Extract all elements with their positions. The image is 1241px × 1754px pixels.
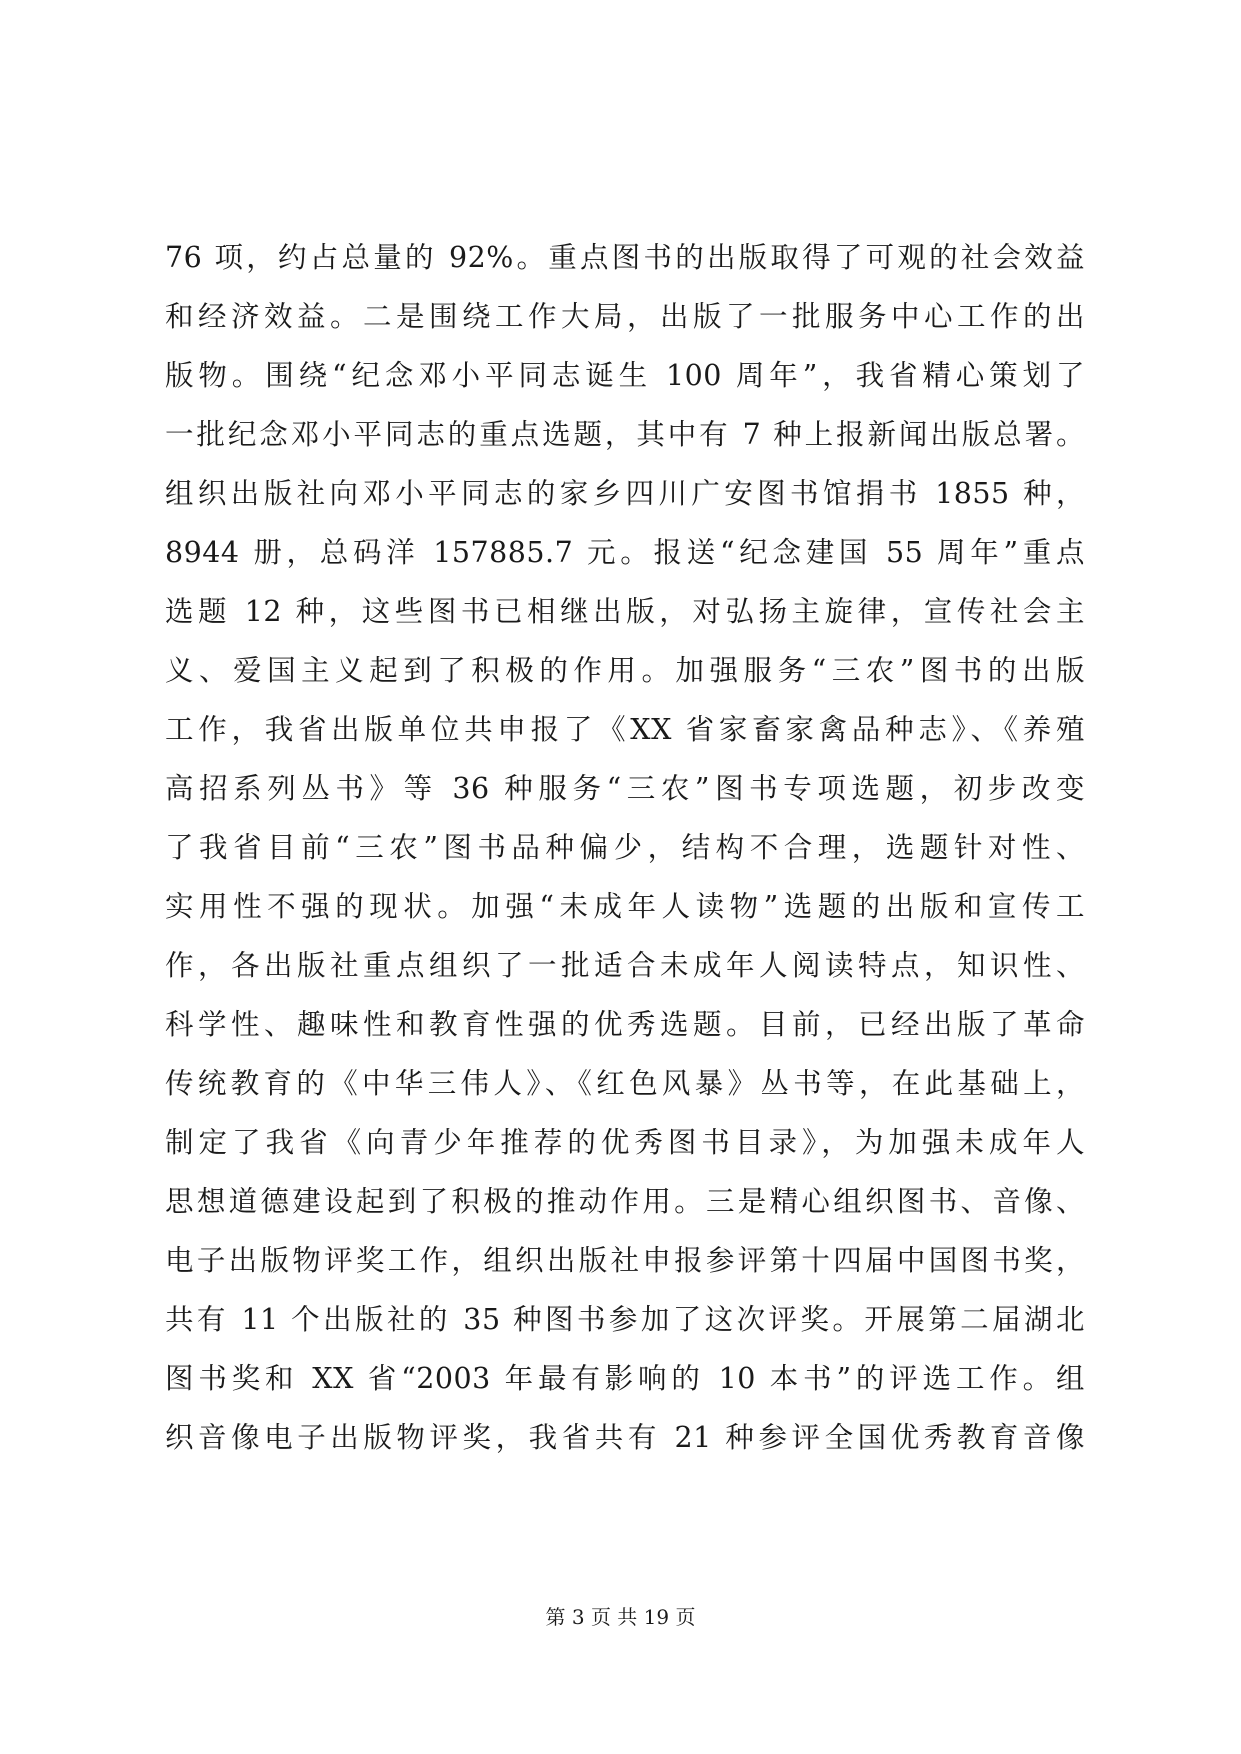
text-line-1: 76 项，约占总量的 92%。重点图书的出版取得了可观的社会效益 <box>165 241 1085 274</box>
text-line-19: 共有 11 个出版社的 35 种图书参加了这次评奖。开展第二届湖北 <box>165 1303 1085 1336</box>
body-paragraph <box>165 228 1085 1467</box>
text-line-13: 作，各出版社重点组织了一批适合未成年人阅读特点，知识性、 <box>165 949 1085 982</box>
text-line-16: 制定了我省《向青少年推荐的优秀图书目录》，为加强未成年人 <box>165 1126 1085 1159</box>
text-line-4: 一批纪念邓小平同志的重点选题，其中有 7 种上报新闻出版总署。 <box>165 418 1085 451</box>
text-line-18: 电子出版物评奖工作，组织出版社申报参评第十四届中国图书奖， <box>165 1244 1085 1277</box>
text-line-2: 和经济效益。二是围绕工作大局，出版了一批服务中心工作的出 <box>165 300 1085 333</box>
page-number-footer: 第 3 页 共 19 页 <box>545 1605 696 1629</box>
text-line-10: 高招系列丛书》等 36 种服务“三农”图书专项选题，初步改变 <box>165 772 1085 805</box>
text-line-14: 科学性、趣味性和教育性强的优秀选题。目前，已经出版了革命 <box>165 1008 1085 1041</box>
text-line-8: 义、爱国主义起到了积极的作用。加强服务“三农”图书的出版 <box>165 654 1085 687</box>
text-line-6: 8944 册，总码洋 157885.7 元。报送“纪念建国 55 周年”重点 <box>165 536 1085 569</box>
text-line-20: 图书奖和 XX 省“2003 年最有影响的 10 本书”的评选工作。组 <box>165 1362 1085 1395</box>
text-line-3: 版物。围绕“纪念邓小平同志诞生 100 周年”，我省精心策划了 <box>165 359 1085 392</box>
text-line-21: 织音像电子出版物评奖，我省共有 21 种参评全国优秀教育音像 <box>165 1421 1085 1454</box>
text-line-11: 了我省目前“三农”图书品种偏少，结构不合理，选题针对性、 <box>165 831 1085 864</box>
text-line-5: 组织出版社向邓小平同志的家乡四川广安图书馆捐书 1855 种， <box>165 477 1085 510</box>
text-line-17: 思想道德建设起到了积极的推动作用。三是精心组织图书、音像、 <box>165 1185 1085 1218</box>
text-line-15: 传统教育的《中华三伟人》、《红色风暴》丛书等，在此基础上， <box>165 1067 1085 1100</box>
text-line-9: 工作，我省出版单位共申报了《XX 省家畜家禽品种志》、《养殖 <box>165 713 1085 746</box>
text-line-7: 选题 12 种，这些图书已相继出版，对弘扬主旋律，宣传社会主 <box>165 595 1085 628</box>
text-line-12: 实用性不强的现状。加强“未成年人读物”选题的出版和宣传工 <box>165 890 1085 923</box>
